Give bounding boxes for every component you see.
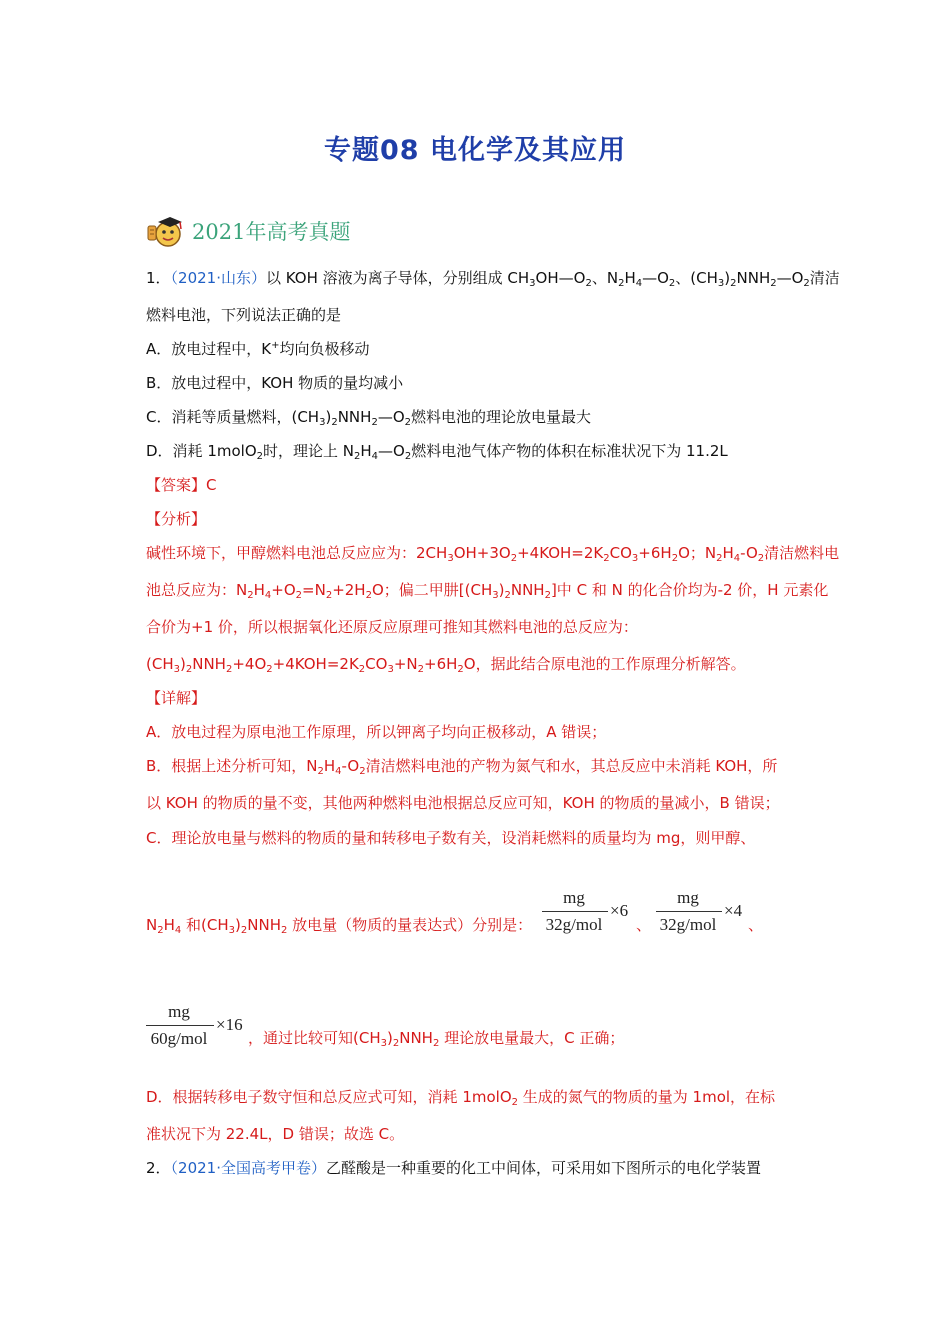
option-a: A．放电过程中，K+均向负极移动 [146, 340, 370, 358]
question-number: 1． [146, 269, 171, 287]
fraction-denominator: 32g/mol [545, 915, 603, 934]
detail-b-line-1: B．根据上述分析可知，$N_2H_4-O_2$清洁燃料电池的产物为氮气和水，其总反应中未消耗 KOH，所 [146, 757, 778, 777]
detail-b-line-2: 以 KOH 的物质的量不变，其他两种燃料电池根据总反应可知，KOH 的物质的量减小，B 错误； [146, 794, 780, 812]
analysis-line-1: 碱性环境下，甲醇燃料电池总反应应为：$2CH_3OH+3O_2+4KOH=2K_2CO_3+6H_2O$；$N_2H_4-O_2$清洁燃料电 [146, 544, 840, 564]
detail-c-line-1: C．理论放电量与燃料的物质的量和转移电子数有关，设消耗燃料的质量均为 mg，则甲醇、 [146, 829, 756, 847]
question-number: 2． [146, 1159, 171, 1177]
fraction-denominator: 32g/mol [659, 915, 717, 934]
detail-a: A．放电过程为原电池工作原理，所以钾离子均向正极移动，A 错误； [146, 723, 607, 741]
detail-d-line-1: D．根据转移电子数守恒和总反应式可知，消耗 1molO$_2$ 生成的氮气的物质的量为 1mol，在标 [146, 1088, 776, 1108]
answer [146, 475, 217, 495]
stem-text: 乙醛酸是一种重要的化工中间体，可采用如下图所示的电化学装置 [326, 1159, 762, 1177]
question-2-stem [146, 1158, 761, 1178]
stem-text: 以 KOH 溶液为离子导体，分别组成 CH [266, 269, 530, 287]
question-source: （2021·全国高考甲卷） [170, 1159, 326, 1177]
analysis-label: 【分析】 [146, 510, 207, 528]
fraction-bar [542, 911, 608, 912]
question-1-stem: 1．（2021·山东）以 KOH 溶液为离子导体，分别组成 $CH_3OH—O_2$、$N_2H_4—O_2$、$(CH_3)_2NNH_2—O_2$清洁 [146, 269, 840, 289]
option-c-formula: NNH [337, 408, 372, 426]
fraction-methanol [540, 888, 640, 938]
analysis-line-4: $(CH_3)_2NNH_2+4O_2+4KOH=2K_2CO_3+N_2+6H_2O$，据此结合原电池的工作原理分析解答。 [146, 655, 746, 675]
detail-label: 【详解】 [146, 689, 207, 707]
detail-d-line-2: 准状况下为 22.4L，D 错误；故选 C。 [146, 1125, 405, 1143]
option-b: B．放电过程中，KOH 物质的量均减小 [146, 374, 404, 392]
fraction-numerator: mg [563, 888, 585, 907]
detail-c-line-2: $N_2H_4$ 和$(CH_3)_2NNH_2$ 放电量（物质的量表达式）分别是： [146, 916, 533, 936]
fraction-hydrazine [654, 888, 754, 938]
answer-label: 【答案】 [146, 476, 207, 494]
question-1-stem-line2: 燃料电池，下列说法正确的是 [146, 306, 342, 324]
answer-value: C [206, 476, 217, 494]
section-heading-text: 2021年高考真题 [192, 220, 351, 244]
analysis-line-2: 池总反应为：$N_2H_4+O_2=N_2+2H_2O$；偏二甲肼$[(CH_3)_2NNH_2]$中 C 和 N 的化合价均为-2 价，H 元素化 [146, 581, 829, 601]
fraction-multiplier: ×16 [216, 1015, 243, 1034]
option-d-mid: 时，理论上 N [263, 442, 355, 460]
option-d-tail: 燃料电池气体产物的体积在标准状况下为 11.2L [411, 442, 728, 460]
fraction-numerator: mg [677, 888, 699, 907]
fraction-udmh [144, 1002, 254, 1052]
option-d-text: D．消耗 1molO [146, 442, 257, 460]
page-title: 专题08 电化学及其应用 [324, 135, 626, 166]
scholar-mascot-icon [146, 214, 186, 250]
fraction-bar [656, 911, 722, 912]
fraction-numerator: mg [168, 1002, 190, 1021]
fraction-bar [146, 1025, 214, 1026]
option-c: C．消耗等质量燃料，$(CH_3)_2NNH_2—O_2$燃料电池的理论放电量最大 [146, 408, 592, 428]
separator: 、 [636, 916, 652, 934]
question-source: （2021·山东） [170, 269, 266, 287]
analysis-line-3: 合价为+1 价，所以根据氧化还原反应原理可推知其燃料电池的总反应为： [146, 618, 638, 636]
option-c-text: C．消耗等质量燃料，(CH [146, 408, 320, 426]
separator: 、 [748, 916, 764, 934]
option-a-text: A．放电过程中，K [146, 340, 272, 358]
option-a-tail: 均向负极移动 [279, 340, 370, 358]
option-c-tail: 燃料电池的理论放电量最大 [411, 408, 592, 426]
fraction-multiplier: ×6 [610, 901, 629, 920]
option-d: D．消耗 1molO$_2$时，理论上 $N_2H_4—O_2$燃料电池气体产物的体积在标准状况下为 11.2L [146, 442, 728, 462]
fraction-multiplier: ×4 [724, 901, 743, 920]
detail-c-line-3: ，通过比较可知$(CH_3)_2NNH_2$ 理论放电量最大，C 正确； [248, 1029, 625, 1049]
fraction-denominator: 60g/mol [150, 1029, 208, 1048]
